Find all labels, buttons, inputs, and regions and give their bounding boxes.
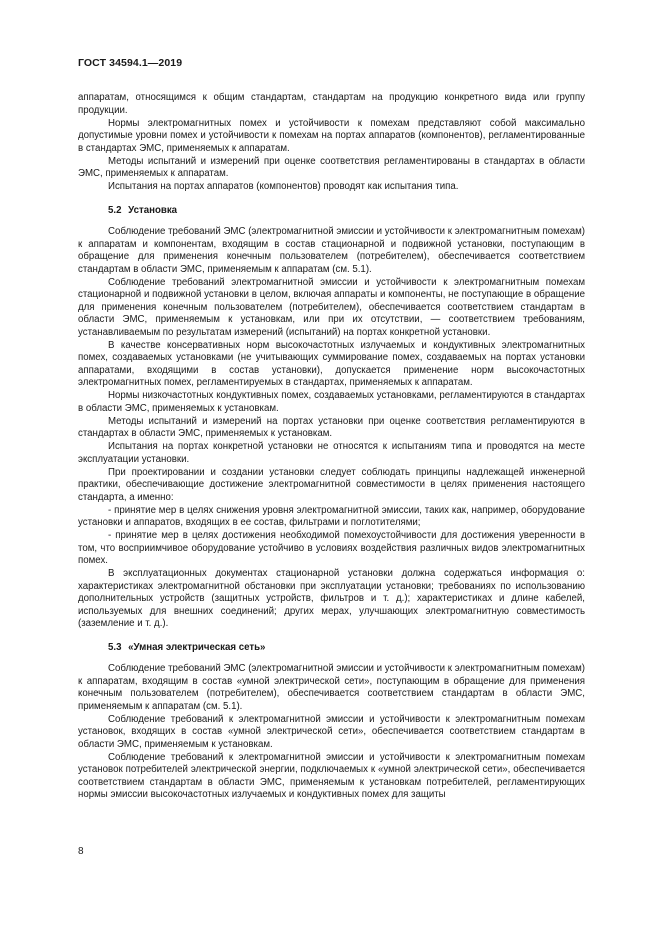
section-heading-5-3 — [108, 642, 585, 655]
document-body — [78, 92, 585, 802]
paragraph: Испытания на портах аппаратов (компонентов) проводят как испытания типа. — [108, 181, 459, 192]
paragraph: Соблюдение требований ЭМС (электромагнитной эмиссии и устойчивости к электромагнитным помехам) к аппаратам и компонентам, входящим в состав стационарной и подвижной установки, поступающим в обращение для применения конечным пользователем (потребителем), обеспечивается соответствием стандартам в области ЭМС, применяемым к аппаратам (см. 5.1). — [78, 226, 585, 275]
section-title: Установка — [128, 204, 178, 216]
paragraph: Испытания на портах конкретной установки не относятся к испытаниям типа и проводятся на месте эксплуатации установки. — [78, 441, 585, 465]
list-item: - принятие мер в целях достижения необходимой помехоустойчивости для достижения уверенности в том, что восприимчивое оборудование устойчиво в условиях воздействия различных видов электромагнитных помех. — [78, 530, 585, 566]
paragraph: Соблюдение требований к электромагнитной эмиссии и устойчивости к электромагнитным помехам установок потребителей электрической энергии, подключаемых к «умной электрической сети», обеспечивается соответствием стандартам в области ЭМС, применяемым к установкам потребителей, регламентирующих нормы эмиссии высокочастотных излучаемых и кондуктивных помех для защиты — [78, 751, 585, 800]
document-header: ГОСТ 34594.1—2019 — [78, 57, 183, 69]
list-item: - принятие мер в целях снижения уровня электромагнитной эмиссии, таких как, например, оборудование установки и аппаратов, входящих в ее состав, фильтрами и поглотителями; — [78, 504, 585, 528]
section-number: 5.2 — [108, 204, 122, 216]
paragraph: Методы испытаний и измерений на портах установки при оценке соответствия регламентируются в стандартах в области ЭМС, применяемых к установкам. — [78, 415, 585, 439]
paragraph: При проектировании и создании установки следует соблюдать принципы надлежащей инженерной практики, обеспечивающие достижение электромагнитной совместимости в целях применения настоящего стандарта, а именно: — [78, 466, 585, 503]
section-title: «Умная электрическая сеть» — [128, 641, 266, 653]
paragraph: Соблюдение требований к электромагнитной эмиссии и устойчивости к электромагнитным помехам установок, входящих в состав «умной электрической сети», обеспечивается соответствием стандартам в области ЭМС, применяемым к установкам. — [78, 713, 585, 750]
paragraph: Методы испытаний и измерений при оценке соответствия регламентированы в стандартах в области ЭМС, применяемых к аппаратам. — [78, 155, 585, 179]
section-heading-5-2 — [108, 205, 585, 218]
paragraph-continued: аппаратам, относящимся к общим стандартам, стандартам на продукцию конкретного вида или группу продукции. — [78, 92, 585, 116]
paragraph: Соблюдение требований ЭМС (электромагнитной эмиссии и устойчивости к электромагнитным помехам) к аппаратам, входящим в состав «умной электрической сети», поступающим в обращение для применения конечным пользователем (потребителем), обеспечивается соответствием стандартам в области ЭМС, применяемым к аппаратам (см. 5.1). — [78, 663, 585, 712]
page-number: 8 — [78, 846, 84, 857]
paragraph: Нормы низкочастотных кондуктивных помех, создаваемых установками, регламентируются в стандартах в области ЭМС, применяемых к установкам. — [78, 390, 585, 414]
paragraph: В качестве консервативных норм высокочастотных излучаемых и кондуктивных электромагнитных помех, создаваемых установками (не учитывающих суммирование помех, создаваемых на портах установки аппаратами, входящими в состав установки), допускается применение норм высокочастотных электромагнитных помех, регламентируемых в стандартах, применяемых к аппаратам. — [78, 339, 585, 388]
section-number: 5.3 — [108, 641, 122, 653]
paragraph: Соблюдение требований электромагнитной эмиссии и устойчивости к электромагнитным помехам стационарной и подвижной установки в целом, включая аппараты и компоненты, не поступающие в обращение для применения конечным пользователем (потребителем), обеспечивается соответствием стандартам в области ЭМС, применяемым к установкам, или при их отсутствии, — соответствием требованиям, устанавливаемым по результатам измерений (испытаний) на портах конкретной установки. — [78, 276, 585, 338]
paragraph: В эксплуатационных документах стационарной установки должна содержаться информация о: характеристиках электромагнитной обстановки при эксплуатации установки; требованиях по использованию дополнительных устройств (защитных устройств, фильтров и т. д.); характеристиках и длине кабелей, используемых для внешних соединений; других мерах, улучшающих электромагнитную совместимость (заземление и т. д.). — [78, 568, 585, 629]
paragraph: Нормы электромагнитных помех и устойчивости к помехам представляют собой максимально допустимые уровни помех и устойчивости к помехам на портах аппаратов (компонентов), регламентированные в стандартах ЭМС, применяемых к аппаратам. — [78, 117, 585, 154]
